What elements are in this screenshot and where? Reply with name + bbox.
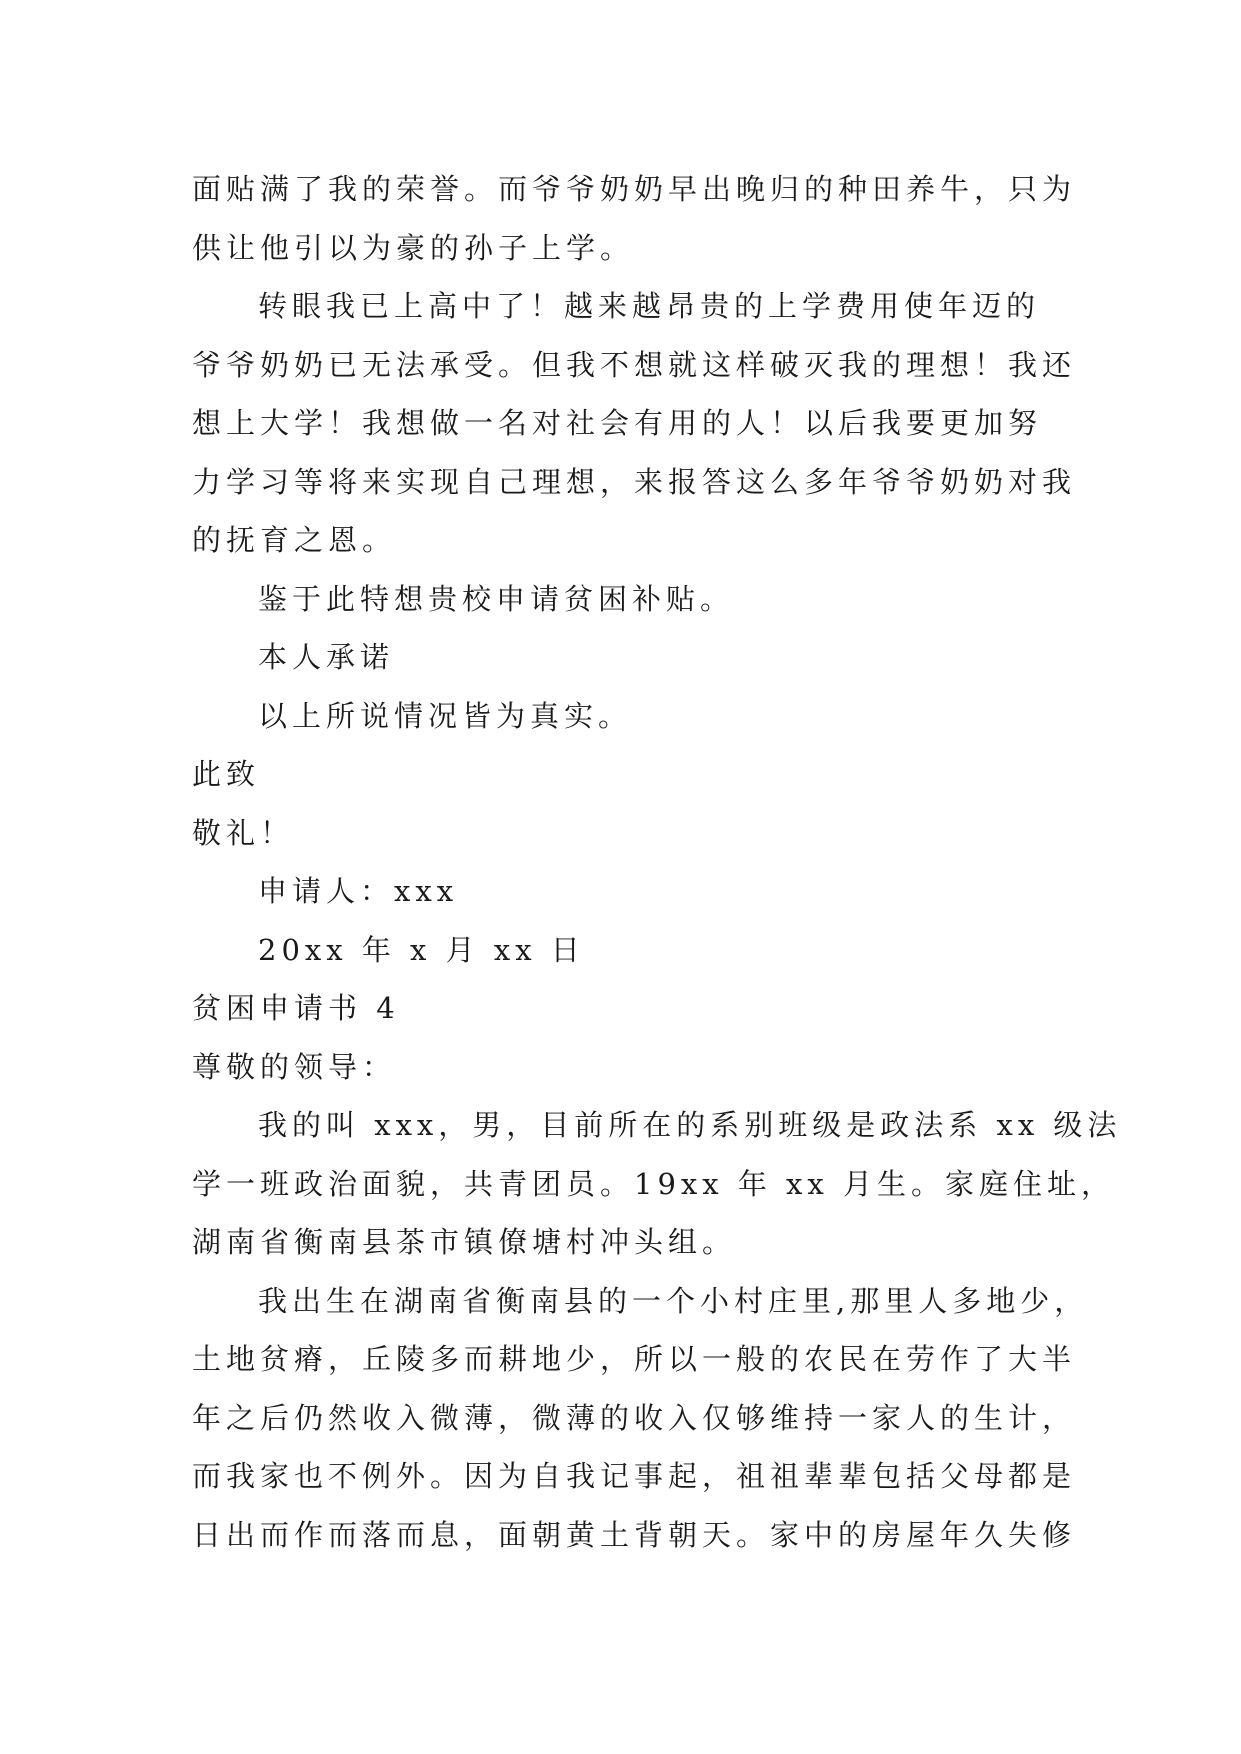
text-line: 以上所说情况皆为真实。 [258, 698, 633, 733]
salutation-line: 敬礼！ [192, 815, 295, 850]
text-line: 供让他引以为豪的孙子上学。 [192, 230, 635, 265]
text-line: 年之后仍然收入微薄，微薄的收入仅够维持一家人的生计， [192, 1400, 1077, 1435]
text-line: 爷爷奶奶已无法承受。但我不想就这样破灭我的理想！我还 [192, 347, 1077, 382]
text-line: 土地贫瘠，丘陵多而耕地少，所以一般的农民在劳作了大半 [192, 1342, 1077, 1376]
section-title: 贫困申请书 4 [192, 991, 400, 1025]
text-line: 想上大学！我想做一名对社会有用的人！以后我要更加努 [192, 406, 1043, 440]
text-line: 我的叫 xxx，男，目前所在的系别班级是政法系 xx 级法 [258, 1108, 1122, 1142]
text-line: 而我家也不例外。因为自我记事起，祖祖辈辈包括父母都是 [192, 1459, 1077, 1493]
document-body [192, 160, 1122, 1564]
text-line: 的抚育之恩。 [192, 523, 397, 557]
text-line: 鉴于此特想贵校申请贫困补贴。 [258, 581, 735, 616]
text-line: 学一班政治面貌，共青团员。19xx 年 xx 月生。家庭住址， [192, 1166, 1115, 1201]
text-line: 湖南省衡南县茶市镇僚塘村冲头组。 [192, 1225, 737, 1259]
text-line: 我出生在湖南省衡南县的一个小村庄里,那里人多地少， [258, 1283, 1089, 1318]
text-line: 转眼我已上高中了！越来越昂贵的上学费用使年迈的 [258, 289, 1041, 323]
closing-line: 此致 [192, 757, 261, 791]
text-line: 力学习等将来实现自己理想，来报答这么多年爷爷奶奶对我 [192, 464, 1077, 499]
greeting-line: 尊敬的领导： [192, 1049, 397, 1084]
text-line: 面贴满了我的荣誉。而爷爷奶奶早出晚归的种田养牛，只为 [192, 172, 1077, 206]
text-line: 本人承诺 [258, 640, 395, 674]
applicant-line: 申请人：xxx [258, 874, 459, 908]
date-line: 20xx 年 x 月 xx 日 [258, 932, 585, 967]
text-line: 日出而作而落而息，面朝黄土背朝天。家中的房屋年久失修 [192, 1517, 1077, 1552]
